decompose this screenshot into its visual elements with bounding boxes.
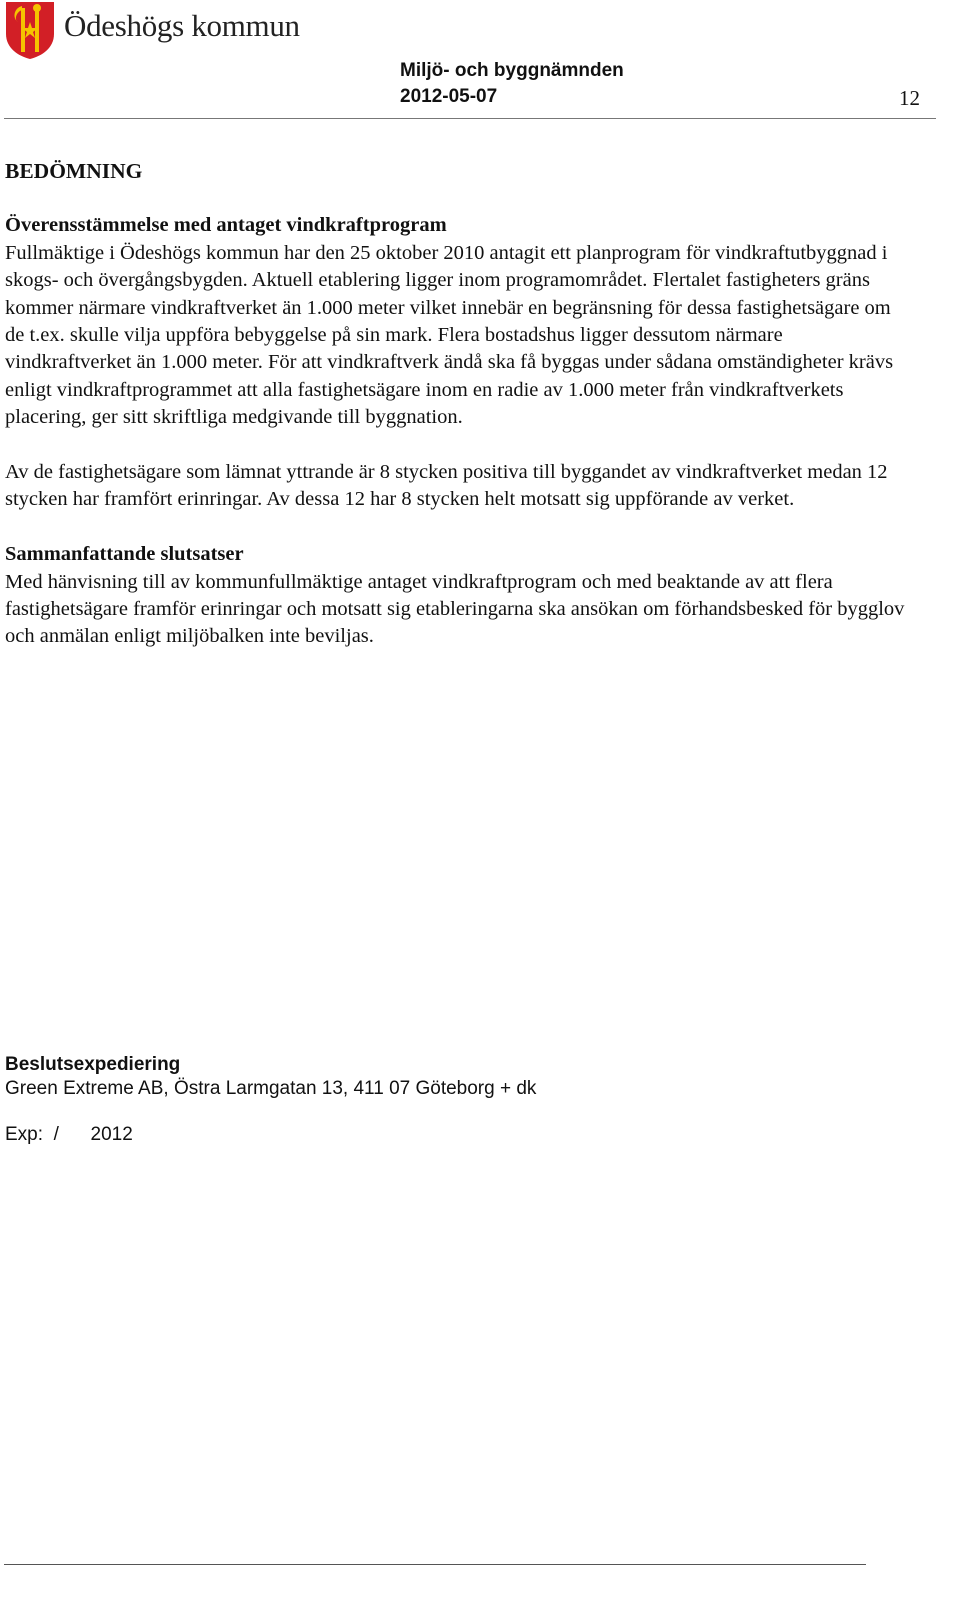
coat-of-arms-icon bbox=[4, 0, 56, 60]
logo-text: Ödeshögs kommun bbox=[64, 8, 300, 43]
body-paragraph: Fullmäktige i Ödeshögs kommun har den 25 oktober 2010 antagit ett planprogram för vindkraftutbyggnad i skogs- och övergångsbygden. Aktuell etablering ligger inom programområdet. Flertalet fastigheters gräns kommer närmare vindkraftverket än 1.000 meter vilket innebär en begränsning för dessa fastighetsägare om de t.ex. skulle vilja uppföra bebyggelse på sin mark. Flera bostadshus ligger dessutom närmare vindkraftverket än 1.000 meter. För att vindkraftverk ändå ska få byggas under sådana omständigheter krävs enligt vindkraftprogrammet att alla fastighetsägare inom en radie av 1.000 meter från vindkraftverkets placering, ger sitt skriftliga medgivande till byggnation. bbox=[5, 241, 894, 429]
page-number: 12 bbox=[899, 86, 920, 110]
document-body bbox=[5, 158, 905, 651]
subsection-title: Sammanfattande slutsatser bbox=[5, 543, 244, 566]
municipality-logo bbox=[4, 0, 304, 62]
header-divider bbox=[4, 118, 936, 119]
expedition-recipient: Green Extreme AB, Östra Larmgatan 13, 411 07 Göteborg + dk bbox=[5, 1078, 537, 1099]
expedition-heading: Beslutsexpediering bbox=[5, 1054, 181, 1075]
subsection-title: Överensstämmelse med antaget vindkraftprogram bbox=[5, 214, 447, 237]
meeting-date: 2012-05-07 bbox=[400, 86, 498, 107]
expedition-block bbox=[5, 1053, 905, 1147]
committee-name: Miljö- och byggnämnden bbox=[400, 60, 624, 81]
section-heading: BEDÖMNING bbox=[5, 159, 143, 183]
expedition-date-line: Exp: / 2012 bbox=[5, 1124, 133, 1145]
footer-divider bbox=[4, 1564, 866, 1565]
body-paragraph: Av de fastighetsägare som lämnat yttrande är 8 stycken positiva till byggandet av vindkraftverket medan 12 stycken har framfört erinringar. Av dessa 12 har 8 stycken helt motsatt sig uppförande av verket. bbox=[5, 461, 888, 511]
body-paragraph: Med hänvisning till av kommunfullmäktige antaget vindkraftprogram och med beaktande av att flera fastighetsägare framför erinringar och motsatt sig etableringarna ska ansökan om förhandsbesked för bygglov och anmälan enligt miljöbalken inte beviljas. bbox=[5, 570, 905, 648]
